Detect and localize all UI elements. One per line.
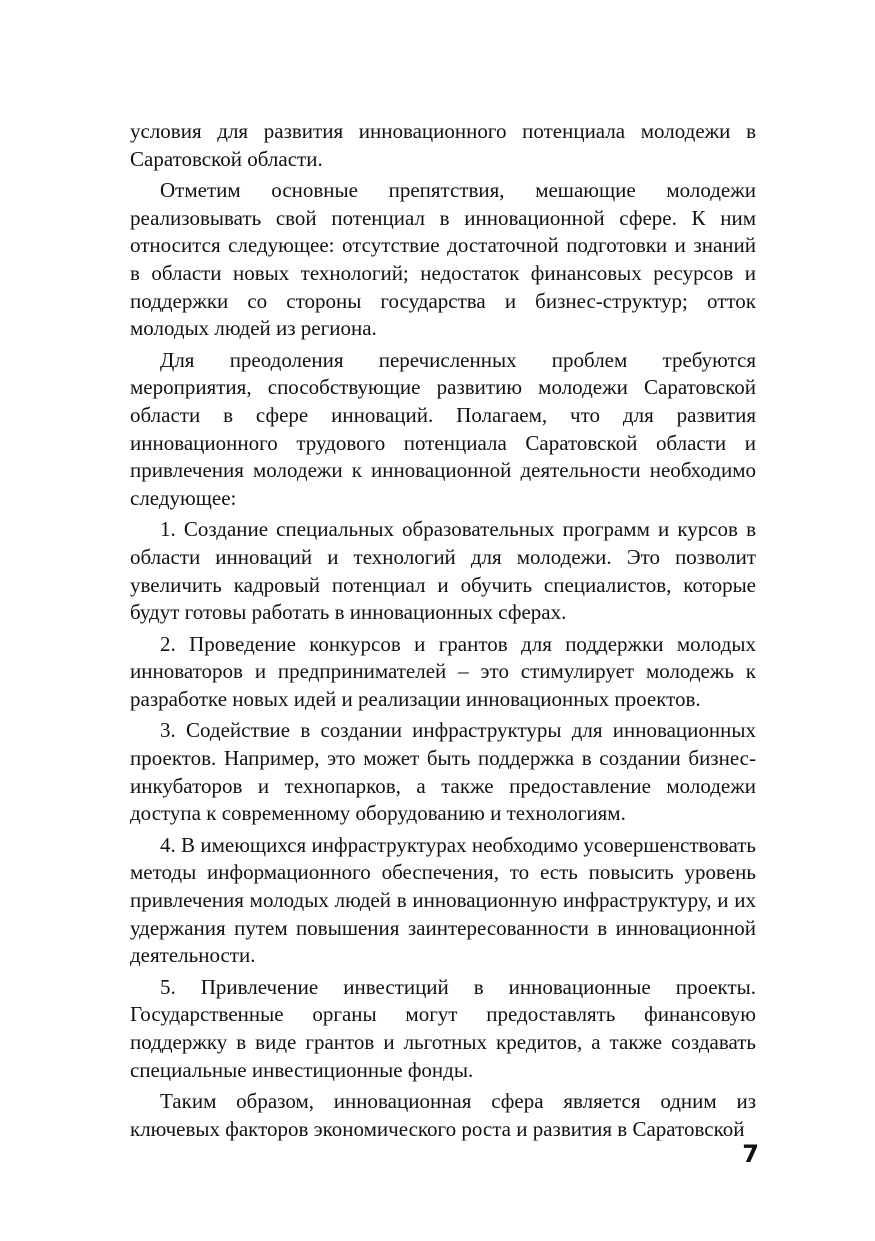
paragraph-measures-intro: Для преодоления перечисленных проблем требуются мероприятия, способствующие развитию молодежи Саратовской области в сфере инноваций. Полагаем, что для развития инновационного трудового потенциала Саратовской области и привлечения молодежи к инновационной деятельности необходимо следующее:	[130, 347, 756, 510]
body-text	[130, 118, 756, 1143]
paragraph-obstacles: Отметим основные препятствия, мешающие молодежи реализовывать свой потенциал в инновационной сфере. К ним относится следующее: отсутствие достаточной подготовки и знаний в области новых технологий; недостаток финансовых ресурсов и поддержки со стороны государства и бизнес-структур; отток молодых людей из региона.	[130, 178, 756, 341]
paragraph-continuation: условия для развития инновационного потенциала молодежи в Саратовской области.	[130, 119, 756, 171]
page-number: 7	[742, 1140, 759, 1168]
list-item-1: 1. Создание специальных образовательных программ и курсов в области инноваций и технологий для молодежи. Это позволит увеличить кадровый потенциал и обучить специалистов, которые будут готовы работать в инновационных сферах.	[130, 517, 756, 625]
list-item-3: 3. Содействие в создании инфраструктуры для инновационных проектов. Например, это может быть поддержка в создании бизнес-инкубаторов и технопарков, а также предоставление молодежи доступа к современному оборудованию и технологиям.	[130, 718, 756, 826]
list-item-5: 5. Привлечение инвестиций в инновационные проекты. Государственные органы могут предоставлять финансовую поддержку в виде грантов и льготных кредитов, а также создавать специальные инвестиционные фонды.	[130, 974, 756, 1082]
paragraph-conclusion: Таким образом, инновационная сфера является одним из ключевых факторов экономического роста и развития в Саратовской	[130, 1089, 756, 1141]
list-item-4: 4. В имеющихся инфраструктурах необходимо усовершенствовать методы информационного обеспечения, то есть повысить уровень привлечения молодых людей в инновационную инфраструктуру, и их удержания путем повышения заинтересованности в инновационной деятельности.	[130, 832, 756, 968]
list-item-2: 2. Проведение конкурсов и грантов для поддержки молодых инноваторов и предпринимателей – это стимулирует молодежь к разработке новых идей и реализации инновационных проектов.	[130, 631, 756, 711]
